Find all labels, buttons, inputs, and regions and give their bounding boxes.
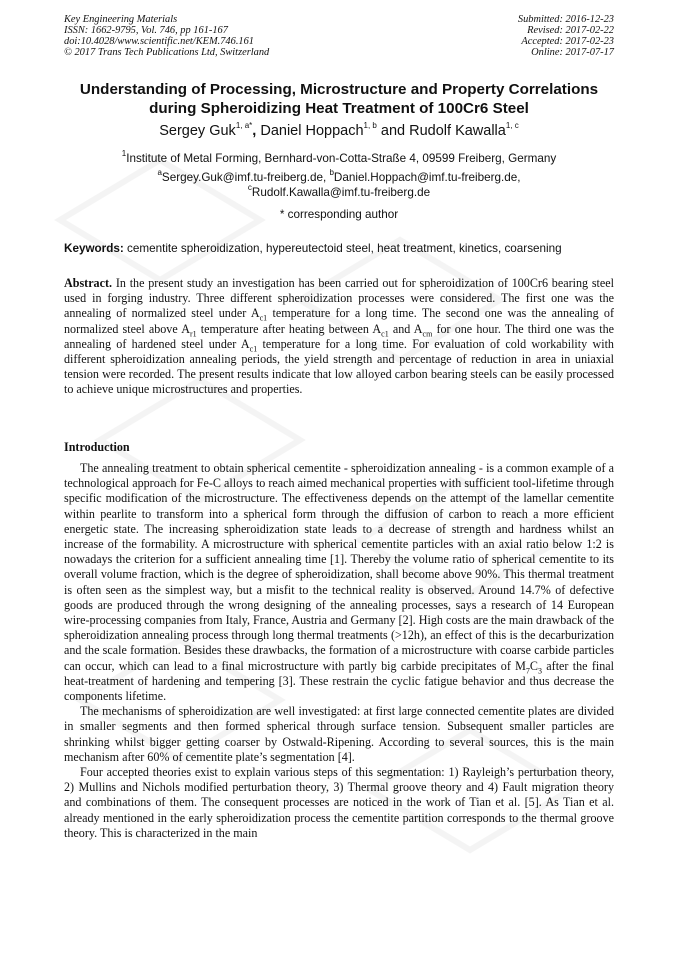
- paragraph-text: The annealing treatment to obtain spherical cementite - spheroidization annealing - is a common example of a technological approach for Fe-C alloys to reach aimed mechanical properties with sufficient tool-lifetime through specific modification of the microstructure. The effectiveness depends on the attempt of the lamellar cementite within pearlite to transform into a spherical form through the diffusion of carbon to reach a more efficient energetic state. The increasing spheroidization state leads to a decrease of strength and hardness whilst an increase of the formability. A microstructure with spherical cementite particles with an axial ratio below 1:2 is nowadays the criterion for a sufficient annealing time [1]. Thereby the volume ratio of spherical cementite to its overall volume fraction, which is the degree of spheroidization, shall become above 90%. This thermal treatment is often seen as the simplest way, but a misfit to the technical reality is observed. Around 14.7% of defective goods are produced through the wrong designing of the annealing processes, says a research of 14 European wire-processing companies from Italy, France, Austria and Germany [2]. High costs are the main drawback of the spheroidization annealing process through long thermal treatments (>12h), an effect of this is the decarburization and the scale formation. Besides these drawbacks, the formation of a microstructure with coarse carbide particles can occur, which can lead to a final microstructure with partly big carbide precipitates of M: [64, 461, 614, 673]
- keywords: [64, 241, 614, 256]
- email-link[interactable]: Sergey.Guk@imf.tu-freiberg.de,: [161, 171, 330, 184]
- paragraph-text: after the final heat-treatment of hardening and tempering [3]. These restrain the cyclic fatigue behavior and thus decrease the components lifetime.: [64, 658, 614, 704]
- affiliation-marker: 1: [121, 149, 127, 159]
- abstract-text: temperature for a long time. For evaluation of cold workability with different spheroidization annealing periods, the yield strength and percentage of reduction in area in uniaxial tension were recorded. The present results indicate that low alloyed carbon bearing steels can be easily processed to achieve unique microstructures and properties.: [64, 336, 614, 397]
- online-date: Online: 2017-07-17: [531, 47, 614, 58]
- paragraph: Four accepted theories exist to explain various steps of this segmentation: 1) Rayleigh’s perturbation theory, 2) Mullins and Nichols modified perturbation theory, 3) Thermal groove theory and 4) Fault migration theory and combinations of them. The consequent processes are noticed in the work of Tian et al. [5]. As Tian et al. already mentioned in the early spheroidization process the cementite partition corresponds to the thermal groove theory. This is characterized in the main: [64, 765, 614, 840]
- journal-name: Key Engineering Materials: [64, 14, 178, 25]
- separator: ,: [252, 123, 261, 139]
- paragraph: The mechanisms of spheroidization are well investigated: at first large connected cementite plates are divided in smaller segments and then formed spherical through surface tension. Subsequent smaller particles are shrinking whilst bigger getting coarser by Ostwald-Ripening. According to several sources, this is the main mechanism after 60% of cementite plate’s segmentation [4].: [64, 704, 614, 764]
- subscript: c1: [249, 344, 258, 354]
- title-line-2: during Spheroidizing Heat Treatment of 100Cr6 Steel: [149, 100, 529, 117]
- section-heading: Introduction: [64, 440, 130, 454]
- subscript: c1: [259, 313, 268, 323]
- author-name: Daniel Hoppach: [260, 123, 364, 139]
- author-name: Rudolf Kawalla: [409, 123, 506, 139]
- email-line-2: [44, 185, 634, 200]
- email-marker: a: [157, 168, 162, 178]
- revised-date: Revised: 2017-02-22: [527, 25, 614, 36]
- author-name: Sergey Guk: [159, 123, 236, 139]
- dates-info: [518, 14, 614, 58]
- abstract-text: temperature after heating between A: [196, 321, 382, 336]
- email-marker: b: [329, 168, 334, 178]
- subscript: cm: [422, 329, 433, 339]
- subscript: 7: [525, 666, 530, 676]
- subscript: c1: [381, 329, 389, 339]
- author-emails: [44, 170, 634, 200]
- journal-info: [64, 14, 269, 58]
- paragraph-text: C: [529, 658, 538, 673]
- author-marker: 1, a*: [235, 121, 253, 131]
- author-marker: 1, b: [363, 121, 377, 131]
- introduction-body: [64, 461, 614, 841]
- affiliation-text: Institute of Metal Forming, Bernhard-von-Cotta-Straße 4, 09599 Freiberg, Germany: [126, 152, 557, 165]
- subscript: r1: [189, 329, 197, 339]
- keywords-text: cementite spheroidization, hypereutectoid steel, heat treatment, kinetics, coarsening: [123, 242, 562, 255]
- copyright-line: © 2017 Trans Tech Publications Ltd, Switzerland: [64, 47, 270, 58]
- doi-line: doi:10.4028/www.scientific.net/KEM.746.161: [64, 36, 254, 47]
- abstract-text: for one hour. The third one was the annealing of hardened steel under A: [64, 321, 615, 351]
- keywords-label: Keywords:: [64, 242, 124, 255]
- author-list: [44, 122, 634, 140]
- affiliation: [44, 151, 634, 166]
- abstract-text: In the present study an investigation has been carried out for spheroidization of 100Cr6 bearing steel used in forging industry. Three different spheroidization processes were considered. The first one was the annealing of normalized steel under A: [64, 276, 614, 321]
- abstract-text: temperature for a long time. The second one was the annealing of normalized steel above A: [64, 306, 614, 336]
- email-link[interactable]: Daniel.Hoppach@imf.tu-freiberg.de,: [333, 171, 521, 184]
- corresponding-note: * corresponding author: [279, 208, 399, 221]
- email-link[interactable]: Rudolf.Kawalla@imf.tu-freiberg.de: [251, 186, 431, 199]
- paper-title: [44, 80, 634, 118]
- subscript: 3: [538, 666, 542, 676]
- abstract-text: and A: [388, 321, 423, 336]
- email-marker: c: [247, 183, 252, 193]
- abstract-label: Abstract.: [64, 276, 113, 290]
- issn-line: ISSN: 1662-9795, Vol. 746, pp 161-167: [64, 25, 228, 36]
- accepted-date: Accepted: 2017-02-23: [521, 36, 614, 47]
- title-line-1: Understanding of Processing, Microstructure and Property Correlations: [79, 81, 599, 98]
- author-marker: 1, c: [505, 121, 519, 131]
- paragraph: [64, 461, 614, 704]
- submitted-date: Submitted: 2016-12-23: [517, 14, 614, 25]
- abstract: [64, 276, 614, 398]
- email-line-1: [44, 170, 634, 185]
- separator: and: [376, 123, 410, 139]
